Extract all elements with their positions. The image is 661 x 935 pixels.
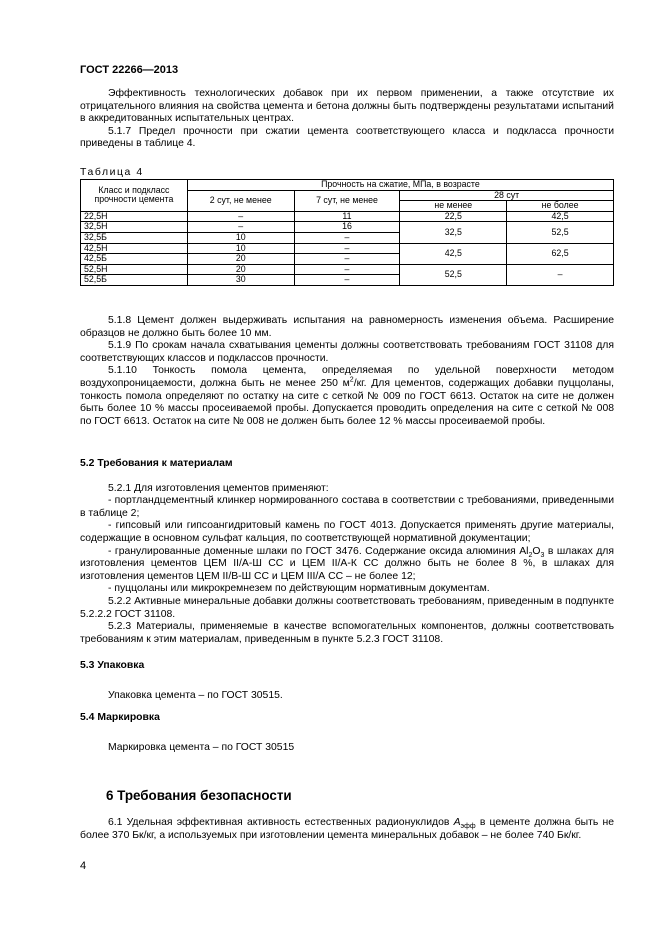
strength-28d-max: 62,5 [507, 243, 614, 264]
clause-5-1-10-text-b: /кг. Для цементов, содержащих добавки пуццоланы, тонкость помола определяют по остатку на сите с сеткой № 009 по ГОСТ 6613. Остаток на сите не должен быть более 10 % массы просеиваемой пробы. Допускается проводить определения на сите с сеткой № 008 по ГОСТ 6613. Остаток на сите № 008 не должен быть более 12 % массы просеиваемой пробы. [80, 377, 614, 427]
list-item: - портландцементный клинкер нормированного состава в соответствии с требованиями, приведенными в таблице 2; [80, 495, 614, 519]
document-header: ГОСТ 22266—2013 [80, 64, 179, 76]
section-5-4-text: Маркировка цемента – по ГОСТ 30515 [108, 741, 295, 753]
section-5-2-title: 5.2 Требования к материалам [80, 458, 233, 469]
subscript: эфф [460, 823, 476, 831]
section-5-3 [80, 660, 614, 702]
section-5-4 [80, 712, 614, 754]
head-strength: Прочность на сжатие, МПа, в возрасте [187, 180, 613, 191]
clause-5-1-10 [80, 365, 614, 428]
strength-2d: 20 [187, 264, 294, 275]
section-5-2 [80, 458, 614, 646]
strength-7d: – [294, 275, 400, 286]
strength-2d: 20 [187, 254, 294, 265]
clause-5-2-2: 5.2.2 Активные минеральные добавки должны соответствовать требованиям, приведенным в подпункте 5.2.2.2 ГОСТ 31108. [80, 595, 614, 620]
head-28d-max: не более [507, 201, 614, 212]
subscript: 2 [528, 551, 533, 559]
clause-6-1 [80, 817, 614, 842]
strength-28d-min: 22,5 [400, 211, 507, 222]
strength-28d-min: 52,5 [400, 264, 507, 285]
strength-7d: – [294, 232, 400, 243]
head-7d: 7 сут, не менее [294, 190, 400, 211]
strength-28d-max: 42,5 [507, 211, 614, 222]
table-row [81, 243, 614, 254]
strength-2d: 10 [187, 243, 294, 254]
intro-paragraph-1: Эффективность технологических добавок при их первом применении, а также отсутствие их отрицательного влияния на свойства цемента и бетона должны быть подтверждены результатами испытаний в аккредитованных испытательных центрах. [80, 88, 614, 125]
table-row [81, 264, 614, 275]
superscript: 2 [349, 376, 354, 384]
class-cell: 42,5Н [81, 243, 188, 254]
intro-block [80, 88, 614, 151]
clause-6-1-text-b: в цементе должна быть не более 370 Бк/кг, а используемых при изготовлении цемента минеральных добавок – не более 740 Бк/кг. [80, 817, 614, 841]
strength-28d-min: 42,5 [400, 243, 507, 264]
subscript: 3 [540, 551, 545, 559]
list-item: - пуццоланы или микрокремнезем по действующим нормативным документам. [108, 583, 490, 595]
clause-5-1-7: 5.1.7 Предел прочности при сжатии цемента соответствующего класса и подкласса прочности приведены в таблице 4. [80, 125, 614, 150]
head-28d: 28 сут [400, 190, 614, 201]
section-6 [80, 817, 614, 842]
clause-5-2-3: 5.2.3 Материалы, применяемые в качестве вспомогательных компонентов, должны соответствовать требованиям к этим материалам, приведенным в пункте 5.2.3 ГОСТ 31108. [80, 621, 614, 645]
list-item-text-c: в шлаках для изготовления цементов ЦЕМ II/А-Ш СС и ЦЕМ II/А-К СС должно быть не более 8 %, в шлаках для изготовления цементов ЦЕМ II/В-Ш СС и ЦЕМ III/А СС – не более 12; [80, 545, 614, 582]
table-row [81, 222, 614, 233]
class-cell: 22,5Н [81, 211, 188, 222]
head-28d-min: не менее [400, 201, 507, 212]
class-cell: 42,5Б [81, 254, 188, 265]
clause-5-1-8: 5.1.8 Цемент должен выдерживать испытания на равномерность изменения объема. Расширение образцов не должно быть более 10 мм. [80, 315, 614, 339]
list-item: - гипсовый или гипсоангидритовый камень по ГОСТ 4013. Допускается применять другие материалы, содержащие в основном сульфат кальция, по соответствующей нормативной документации; [80, 520, 614, 544]
activity-symbol: А [453, 817, 461, 828]
table-4 [80, 179, 614, 286]
strength-7d: – [294, 243, 400, 254]
strength-28d-min: 32,5 [400, 222, 507, 243]
page-number: 4 [80, 860, 87, 872]
section-5-3-text: Упаковка цемента – по ГОСТ 30515. [108, 689, 283, 701]
class-cell: 32,5Н [81, 222, 188, 233]
strength-7d: – [294, 254, 400, 265]
strength-2d: – [187, 211, 294, 222]
list-item-text-b: O [532, 545, 541, 557]
list-item [80, 546, 614, 584]
strength-7d: 11 [294, 211, 400, 222]
strength-7d: – [294, 264, 400, 275]
section-5-4-title: 5.4 Маркировка [80, 712, 160, 723]
strength-28d-max: 52,5 [507, 222, 614, 243]
clause-5-1-10-text-a: 5.1.10 Тонкость помола цемента, определяемая по удельной поверхности методом воздухопроницаемости, должна быть не менее 250 м [80, 365, 614, 389]
head-2d: 2 сут, не менее [187, 190, 294, 211]
list-item-text-a: - гранулированные доменные шлаки по ГОСТ 3476. Содержание оксида алюминия Al [108, 545, 529, 557]
clause-5-2-1: 5.2.1 Для изготовления цементов применяют: [108, 482, 329, 494]
clause-6-1-text-a: 6.1 Удельная эффективная активность естественных радионуклидов [108, 817, 454, 828]
clauses-5-1-block [80, 315, 614, 428]
class-cell: 52,5Б [81, 275, 188, 286]
table-4-title: Таблица 4 [80, 167, 144, 178]
section-5-3-title: 5.3 Упаковка [80, 660, 145, 671]
strength-7d: 16 [294, 222, 400, 233]
strength-2d: 30 [187, 275, 294, 286]
clause-5-1-9: 5.1.9 По срокам начала схватывания цементы должны соответствовать требованиям ГОСТ 31108 для соответствующих классов и подклассов прочности. [80, 340, 614, 364]
class-cell: 32,5Б [81, 232, 188, 243]
strength-2d: – [187, 222, 294, 233]
table-row [81, 211, 614, 222]
head-class: Класс и подкласс прочности цемента [81, 180, 188, 212]
class-cell: 52,5Н [81, 264, 188, 275]
strength-28d-max: – [507, 264, 614, 285]
section-6-title: 6 Требования безопасности [106, 788, 292, 803]
strength-2d: 10 [187, 232, 294, 243]
